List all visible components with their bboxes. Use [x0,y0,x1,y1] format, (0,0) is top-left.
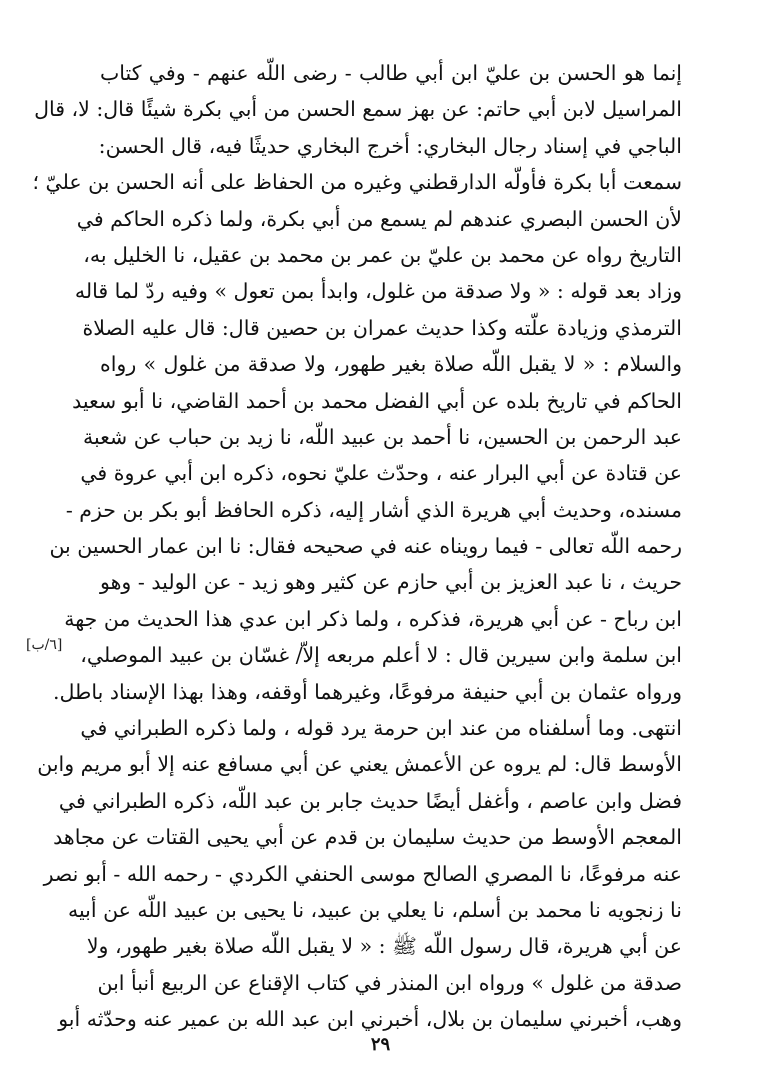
text-line: التاريخ رواه عن محمد بن عليّ بن عمر بن محمد بن عقيل، نا الخليل به، [83,242,682,267]
text-line: والسلام : « لا يقبل اللّه صلاة بغير طهور، ولا صدقة من غلول » رواه [100,352,682,377]
text-line: الحاكم في تاريخ بلده عن أبي الفضل محمد بن أحمد القاضي، نا أبو سعيد [72,388,682,413]
text-line: وزاد بعد قوله : « ولا صدقة من غلول، وابدأ بمن تعول » وفيه ردّ لما قاله [74,279,682,304]
text-line: المراسيل لابن أبي حاتم: عن بهز سمع الحسن من أبي بكرة شيئًا قال: لا، قال [34,97,682,122]
text-line: رحمه اللّه تعالى - فيما رويناه عنه في صحيحه فقال: نا ابن عمار الحسين بن [49,534,682,559]
text-line: ابن سلمة وابن سيرين قال : لا أعلم مربعه إلاّ/ غسّان بن عبيد الموصلي، [80,643,682,668]
text-line: حريث ، نا عبد العزيز بن أبي حازم عن كثير وهو زيد - عن الوليد - وهو [100,570,682,595]
page-number: ٢٩ [370,1034,391,1055]
text-line: عنه مرفوعًا، نا المصري الصالح موسى الحنفي الكردي - رحمه الله - أبو نصر [43,861,682,886]
text-line: إنما هو الحسن بن عليّ ابن أبي طالب - رضى اللّه عنهم - وفي كتاب [100,61,683,85]
text-line: الباجي في إسناد رجال البخاري: أخرج البخاري حديثًا فيه، قال الحسن: [98,133,682,158]
folio-margin-note: [٦/ب] [26,637,63,653]
text-line: الأوسط قال: لم يروه عن الأعمش يعني عن أبي مسافع عنه إلا أبو مريم وابن [37,752,682,777]
text-line: عن أبي هريرة، قال رسول اللّه ﷺ : « لا يقبل اللّه صلاة بغير طهور، ولا [86,934,682,959]
text-line: الترمذي وزيادة علّته وكذا حديث عمران بن حصين قال: قال عليه الصلاة [82,315,682,340]
text-line: مسنده، وحديث أبي هريرة الذي أشار إليه، ذكره الحافظ أبو بكر بن حزم - [65,497,682,522]
text-line: سمعت أبا بكرة فأولّه الدارقطني وغيره من الحفاظ على أنه الحسن بن عليّ ؛ [32,170,682,195]
text-line: عن قتادة عن أبي البرار عنه ، وحدّث عليّ نحوه، ذكره ابن أبي عروة في [80,461,682,486]
text-line: ابن رباح - عن أبي هريرة، فذكره ، ولما ذكر ابن عدي هذا الحديث من جهة [64,606,682,631]
text-line: نا زنجويه نا محمد بن أسلم، نا يعلي بن عبيد، نا يحيى بن عبيد اللّه عن أبيه [67,897,682,922]
text-line: لأن الحسن البصري عندهم لم يسمع من أبي بكرة، ولما ذكره الحاكم في [76,206,682,231]
text-line: صدقة من غلول » ورواه ابن المنذر في كتاب الإقناع عن الربيع أنبأ ابن [97,970,682,995]
text-line: المعجم الأوسط من حديث سليمان بن قدم عن أبي يحيى القتات عن مجاهد [53,825,682,850]
text-line: فضل وابن عاصم ، وأغفل أيضًا حديث جابر بن عبد اللّه، ذكره الطبراني في [58,788,682,813]
text-line: وهب، أخبرني سليمان بن بلال، أخبرني ابن عبد الله بن عمير عنه وحدّثه أبو [58,1007,682,1032]
text-line: انتهى. وما أسلفناه من عند ابن حرمة يرد قوله ، ولما ذكره الطبراني في [80,716,682,741]
text-line: ورواه عثمان بن أبي حنيفة مرفوعًا، وغيرهما أوقفه، وهذا بهذا الإسناد باطل. [53,679,682,704]
text-line: عبد الرحمن بن الحسين، نا أحمد بن عبيد اللّه، نا زيد بن حباب عن شعبة [82,424,682,449]
